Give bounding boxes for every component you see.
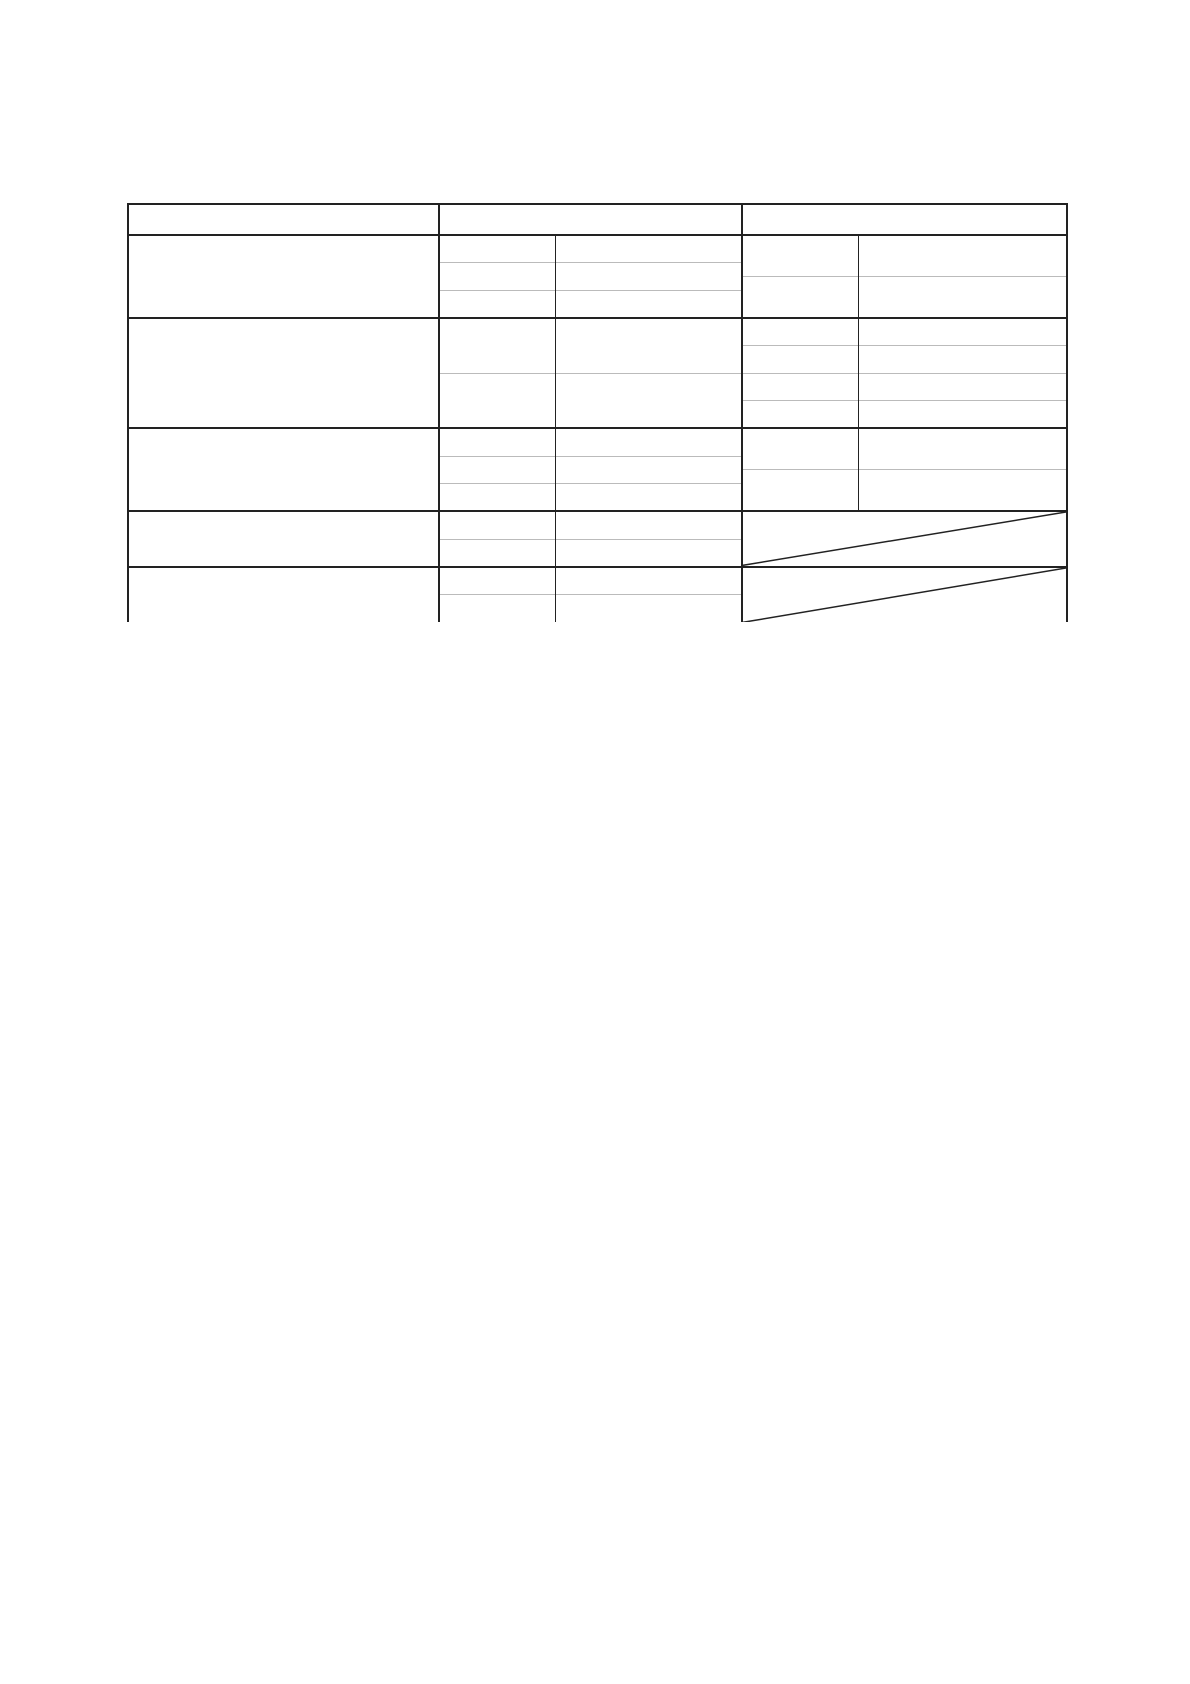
div2-class (742, 470, 858, 512)
div1-to (668, 484, 742, 512)
div1-tilde (626, 373, 668, 428)
table-row (128, 567, 1067, 572)
div2-to (971, 401, 1045, 429)
div2-parity (858, 428, 1067, 470)
table-row (128, 235, 1067, 242)
div2-from (858, 235, 928, 277)
div2-tilde (928, 276, 970, 318)
div1-class (439, 373, 555, 428)
div2-class (742, 345, 858, 373)
div1-from (556, 428, 626, 456)
div2-to (971, 235, 1045, 277)
div2-spacer (1045, 345, 1067, 373)
table-row (128, 428, 1067, 435)
div1-to (668, 373, 742, 428)
div1-from (556, 456, 626, 484)
div2-from (858, 401, 928, 429)
div2-class (742, 318, 858, 346)
div2-to (971, 318, 1045, 346)
dept-name (128, 511, 439, 566)
div1-to (668, 262, 742, 290)
div1-class (439, 594, 555, 622)
div1-to (668, 318, 742, 373)
div1-class (439, 262, 555, 290)
div1-tilde (626, 235, 668, 263)
div1-tilde (626, 456, 668, 484)
diagonal-line-icon (743, 568, 1066, 622)
div1-to (668, 594, 742, 622)
div2-to (971, 345, 1045, 373)
div1-from (556, 318, 626, 373)
div1-class (439, 235, 555, 263)
header-div2 (742, 204, 1067, 235)
div1-to (668, 456, 742, 484)
div1-from (556, 594, 626, 622)
div1-from (556, 262, 626, 290)
div2-class (742, 373, 858, 401)
dept-name (128, 318, 439, 429)
div2-class (742, 276, 858, 318)
dept-name (128, 428, 439, 511)
div2-from (858, 318, 928, 346)
div1-class (439, 567, 555, 595)
div1-tilde (626, 262, 668, 290)
div1-tilde (626, 290, 668, 318)
div1-from (556, 373, 626, 428)
div2-spacer (1045, 235, 1067, 277)
div2-not-applicable (742, 511, 1067, 566)
div1-tilde (626, 539, 668, 567)
div2-tilde (928, 235, 970, 277)
div2-tilde (928, 318, 970, 346)
div1-class (439, 539, 555, 567)
div1-class (439, 484, 555, 512)
div1-from (556, 484, 626, 512)
diagonal-line-icon (743, 512, 1066, 565)
div2-to (971, 276, 1045, 318)
div2-from (858, 345, 928, 373)
div1-tilde (626, 511, 668, 539)
div2-class (742, 401, 858, 429)
div1-to (668, 290, 742, 318)
table-row (128, 318, 1067, 327)
div1-to (668, 567, 742, 595)
div1-class (439, 290, 555, 318)
div2-from (858, 276, 928, 318)
div2-spacer (1045, 373, 1067, 401)
div1-from (556, 567, 626, 595)
header-dept (128, 204, 439, 235)
div2-to (971, 373, 1045, 401)
table-row (128, 511, 1067, 516)
div1-to (668, 511, 742, 539)
dept-name (128, 567, 439, 622)
header-div1 (439, 204, 742, 235)
div2-tilde (928, 401, 970, 429)
div1-to (668, 539, 742, 567)
div1-class (439, 456, 555, 484)
class-division-table (127, 203, 1068, 622)
div1-from (556, 290, 626, 318)
div2-not-applicable (742, 567, 1067, 622)
div1-tilde (626, 594, 668, 622)
div2-spacer (1045, 401, 1067, 429)
div2-parity (858, 470, 1067, 512)
div1-tilde (626, 318, 668, 373)
div1-from (556, 235, 626, 263)
div2-spacer (1045, 318, 1067, 346)
div1-from (556, 511, 626, 539)
div2-from (858, 373, 928, 401)
div1-to (668, 428, 742, 456)
div2-spacer (1045, 276, 1067, 318)
div1-tilde (626, 484, 668, 512)
dept-name (128, 235, 439, 318)
div2-class (742, 235, 858, 277)
div2-tilde (928, 345, 970, 373)
div1-to (668, 235, 742, 263)
div2-class (742, 428, 858, 470)
div1-class (439, 318, 555, 373)
div1-class (439, 511, 555, 539)
div1-class (439, 428, 555, 456)
table-header-row (128, 204, 1067, 235)
div2-tilde (928, 373, 970, 401)
div1-tilde (626, 567, 668, 595)
div1-tilde (626, 428, 668, 456)
div1-from (556, 539, 626, 567)
